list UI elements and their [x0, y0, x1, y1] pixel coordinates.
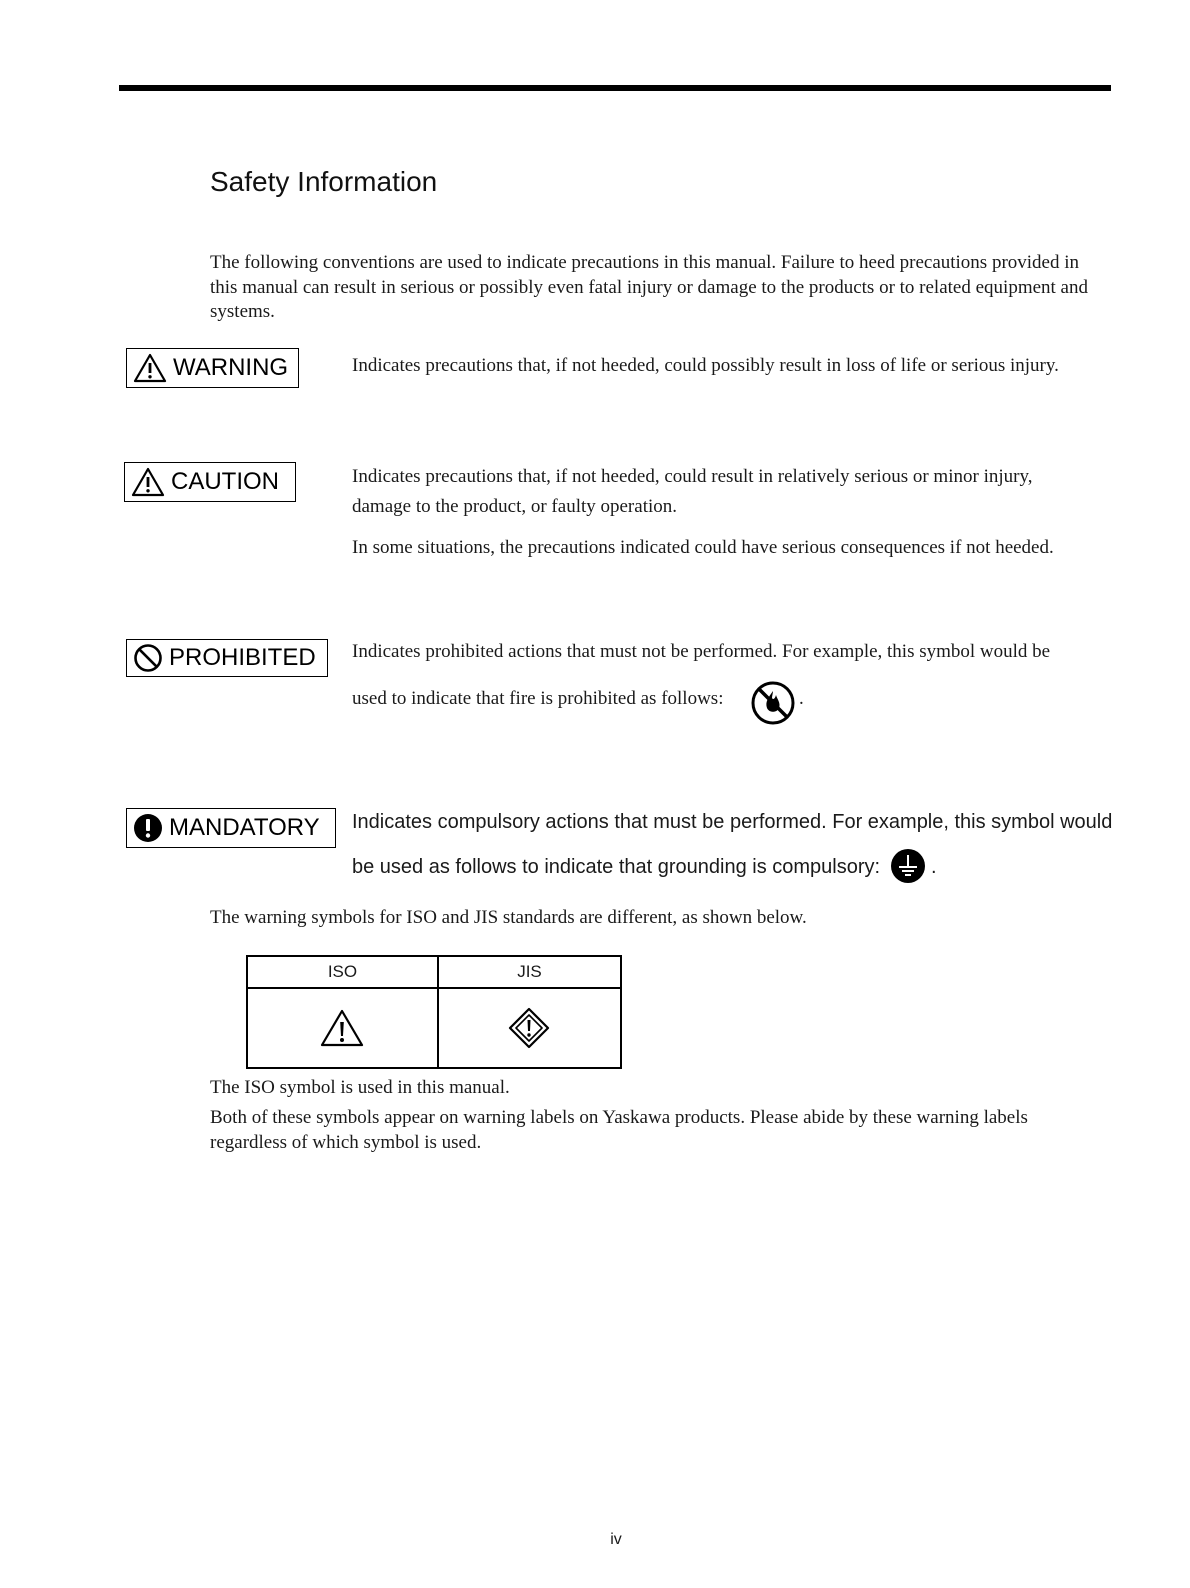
table-header-iso: ISO — [247, 956, 438, 988]
warning-triangle-icon — [133, 353, 167, 383]
page-title: Safety Information — [210, 166, 438, 197]
symbols-intro: The warning symbols for ISO and JIS standards are different, as shown below. — [210, 907, 807, 928]
caution-description-1: Indicates precautions that, if not heeded, could result in relatively serious or minor injury, damage to the product, or faulty operation. — [352, 466, 1033, 517]
warning-description: Indicates precautions that, if not heeded, could possibly result in loss of life or serious injury. — [352, 355, 1059, 376]
header-rule — [119, 85, 1111, 91]
prohibited-badge — [126, 639, 328, 677]
warning-badge — [126, 348, 299, 388]
caution-label: CAUTION — [171, 468, 279, 495]
warning-label: WARNING — [173, 354, 289, 381]
prohibited-line-2-period: . — [799, 688, 804, 709]
mandatory-line-2: be used as follows to indicate that grounding is compulsory: — [352, 856, 881, 878]
ground-icon — [890, 848, 926, 889]
symbols-table — [246, 955, 622, 1069]
symbols-note-1: The ISO symbol is used in this manual. — [210, 1077, 510, 1098]
prohibited-line-2: used to indicate that fire is prohibited as follows: — [352, 688, 724, 709]
mandatory-label: MANDATORY — [169, 814, 320, 841]
mandatory-badge — [126, 808, 336, 848]
caution-triangle-icon — [131, 467, 165, 497]
iso-warning-triangle-icon — [319, 1017, 365, 1036]
prohibited-circle-icon — [133, 643, 163, 673]
mandatory-line-1: Indicates compulsory actions that must be performed. For example, this symbol would — [352, 811, 1113, 833]
symbols-note-2: Both of these symbols appear on warning labels on Yaskawa products. Please abide by these warning labels regardless of which symbol is used. — [210, 1107, 1028, 1153]
table-header-row — [247, 956, 621, 988]
table-row — [247, 988, 621, 1068]
caution-badge — [124, 462, 296, 502]
table-header-jis: JIS — [438, 956, 621, 988]
prohibited-label: PROHIBITED — [169, 644, 316, 671]
jis-warning-diamond-icon — [507, 1017, 551, 1036]
intro-paragraph: The following conventions are used to indicate precautions in this manual. Failure to heed precautions provided in this manual can result in serious or possibly even fatal injury or damage to the products or to related equipment and systems. — [210, 252, 1088, 322]
table-cell-jis — [438, 988, 621, 1068]
mandatory-line-2-period: . — [931, 856, 937, 878]
prohibited-line-1: Indicates prohibited actions that must not be performed. For example, this symbol would be — [352, 641, 1051, 662]
caution-description-2: In some situations, the precautions indicated could have serious consequences if not heeded. — [352, 537, 1054, 558]
no-fire-icon — [750, 680, 796, 731]
table-cell-iso — [247, 988, 438, 1068]
page-number: iv — [610, 1531, 622, 1548]
mandatory-exclamation-icon — [133, 813, 163, 843]
